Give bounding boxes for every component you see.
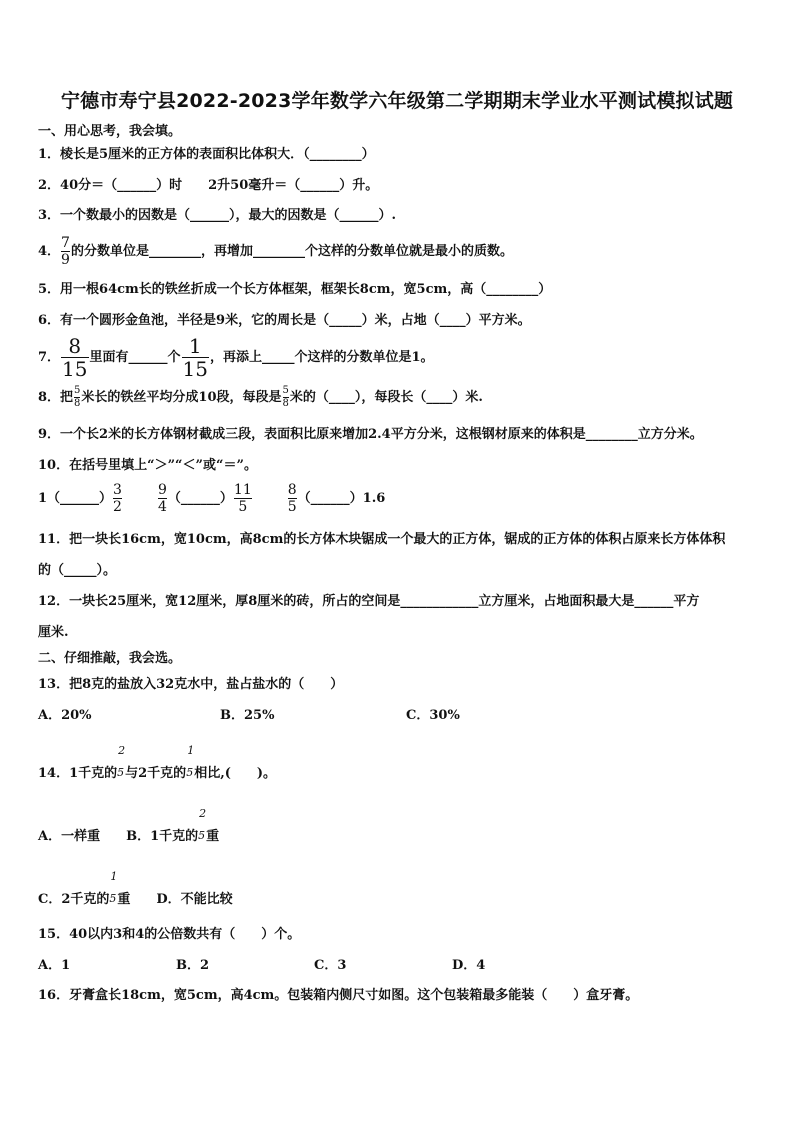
question-5: 5．用一根64cm长的铁丝折成一个长方体框架，框架长8cm，宽5cm，高（________） [38,282,552,297]
question-11: 11．把一块长16cm，宽10cm，高8cm的长方体木块锯成一个最大的正方体，锯成的正方体的体积占原来长方体体积 [38,532,726,547]
question-15-option-b: B．2 [176,958,210,973]
fraction: $\frac{5}{8}$ [282,385,289,409]
question-3: 3．一个数最小的因数是（______），最大的因数是（______）. [38,208,397,223]
question-12: 12．一块长25厘米，宽12厘米，厚8厘米的砖，所占的空间是____________立方厘米，占地面积最大是______平方 [38,594,700,609]
question-15-option-d: D．4 [452,958,486,973]
question-10-comparisons: 1（______） $\frac{3}{2}$ $\frac{9}{4}$ （______） $\frac{11}{5}$ $\frac{8}{5}$ （______）1.6 [38,482,386,515]
fraction: $\frac{9}{4}$ [157,482,167,515]
fraction: $\frac{1}{15}$ [182,334,208,381]
fraction: $\frac{8}{15}$ [62,334,88,381]
question-14-options-cd: C．2千克的 1 5 重 D．不能比较 [38,870,233,907]
question-15: 15．40以内3和4的公倍数共有（ ）个。 [38,927,301,942]
question-8: 8．把 $\frac{5}{8}$ 米长的铁丝平均分成10段，每段是 $\frac{5}{8}$ 米的（____），每段长（____）米. [38,385,483,409]
question-9: 9．一个长2米的长方体钢材截成三段，表面积比原来增加2.4平方分米，这根钢材原来的体积是________立方分米。 [38,427,703,442]
question-14-options-ab: A．一样重 B．1千克的 2 5 重 [38,807,220,844]
section-2-heading: 二、仔细推敲，我会选。 [38,651,182,666]
fraction: $\frac{5}{8}$ [74,385,81,409]
fraction: $\frac{8}{5}$ [287,482,297,515]
question-14: 14．1千克的 2 5 与2千克的 1 5 相比,( )。 [38,744,277,781]
question-15-option-a: A．1 [38,958,71,973]
question-15-option-c: C．3 [314,958,347,973]
question-4: 4． $\frac{7}{9}$ 的分数单位是________，再增加________个这样的分数单位就是最小的质数。 [38,235,513,268]
fraction: $\frac{7}{9}$ [61,235,70,268]
question-6: 6．有一个圆形金鱼池，半径是9米，它的周长是（_____）米，占地（____）平方米。 [38,313,531,328]
question-10: 10．在括号里填上“＞”“＜”或“＝”。 [38,458,257,473]
question-13-option-c: C．30% [406,708,460,723]
question-13-option-a: A．20% [38,708,92,723]
question-2: 2．40分＝（______）时 2升50毫升＝（______）升。 [38,178,379,193]
question-1: 1．棱长是5厘米的正方体的表面积比体积大．（________） [38,147,375,162]
fraction: $\frac{3}{2}$ [113,482,122,515]
question-12-continued: 厘米. [38,625,69,640]
page-title: 宁德市寿宁县2022-2023学年数学六年级第二学期期末学业水平测试模拟试题 [60,90,734,112]
question-7: 7． $\frac{8}{15}$ 里面有______个 $\frac{1}{15}$ ，再添上_____个这样的分数单位是1。 [38,334,434,381]
section-1-heading: 一、用心思考，我会填。 [38,124,182,139]
question-13: 13．把8克的盐放入32克水中，盐占盐水的（ ） [38,677,344,692]
question-16: 16．牙膏盒长18cm，宽5cm，高4cm。包装箱内侧尺寸如图。这个包装箱最多能装（ ）盒牙膏。 [38,988,639,1003]
fraction: $\frac{11}{5}$ [233,482,252,515]
question-11-continued: 的（_____）。 [38,563,117,578]
question-13-option-b: B．25% [220,708,275,723]
